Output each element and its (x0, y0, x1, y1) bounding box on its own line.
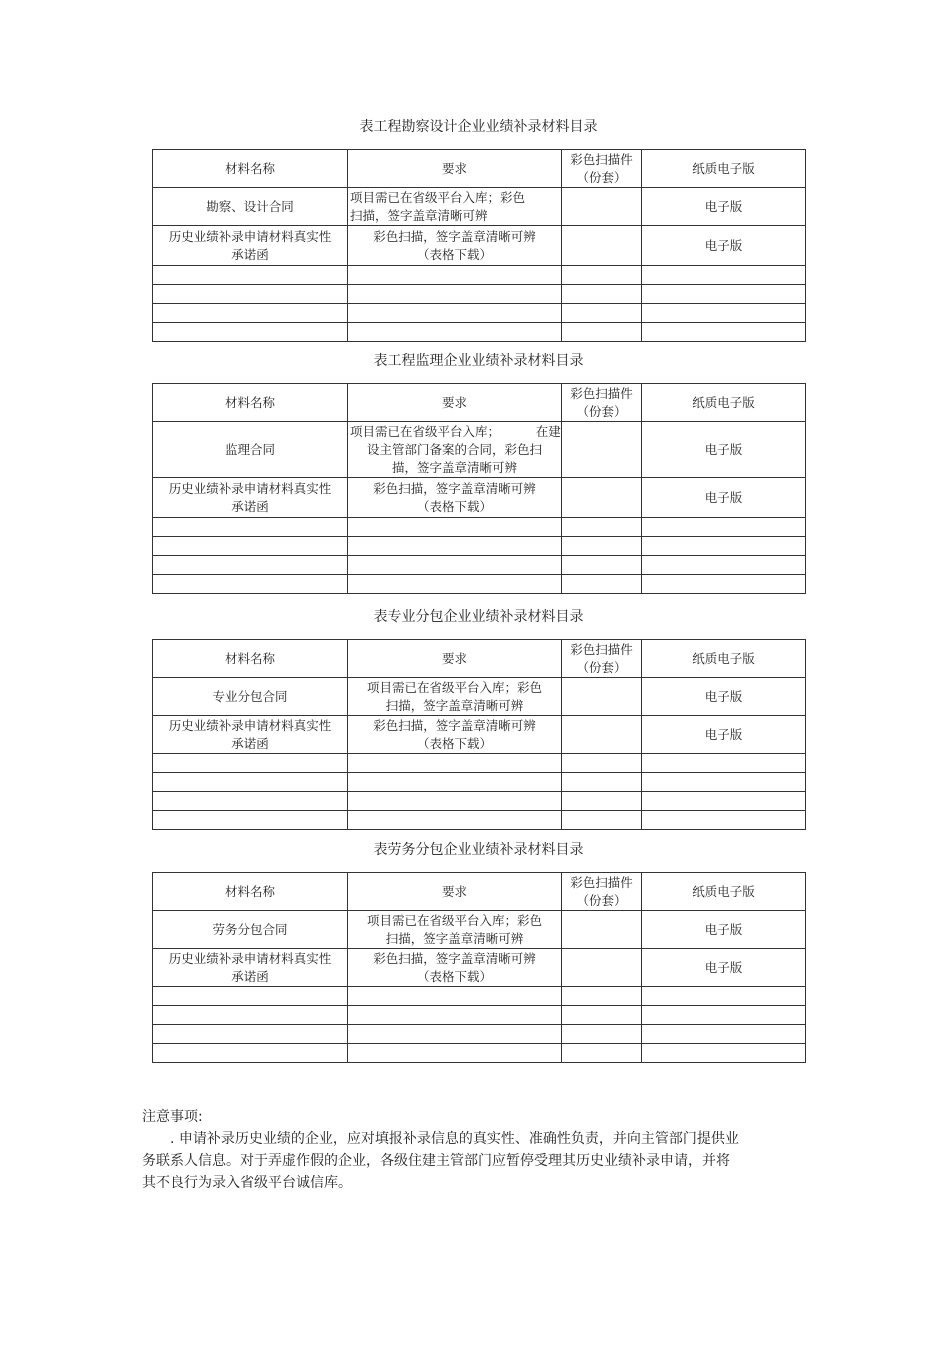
header-paper: 纸质电子版 (642, 640, 806, 678)
scan-count (562, 188, 642, 226)
notes-paragraph: . 申请补录历史业绩的企业，应对填报补录信息的真实性、准确性负责，并向主管部门提供业务联系人信息。对于弄虚作假的企业，各级住建主管部门应暂停受理其历史业绩补录申请，并将其不良行为录入省级平台诚信库。 (142, 1131, 739, 1191)
table-title: 表工程勘察设计企业业绩补录材料目录 (359, 119, 598, 135)
header-name: 材料名称 (153, 150, 348, 188)
empty-row (153, 304, 806, 323)
scan-count (562, 226, 642, 266)
material-requirement: 彩色扫描，签字盖章清晰可辨 （表格下载） (348, 949, 562, 987)
table-row (153, 716, 806, 754)
table-row (153, 478, 806, 518)
empty-row (153, 1006, 806, 1025)
header-paper: 纸质电子版 (642, 873, 806, 911)
empty-row (153, 792, 806, 811)
header-row (153, 873, 806, 911)
paper-format: 电子版 (642, 422, 806, 478)
header-row (153, 640, 806, 678)
paper-format: 电子版 (642, 478, 806, 518)
empty-row (153, 285, 806, 304)
header-paper: 纸质电子版 (642, 384, 806, 422)
empty-row (153, 518, 806, 537)
materials-table (152, 639, 806, 830)
material-requirement: 项目需已在省级平台入库；彩色 扫描，签字盖章清晰可辨 (348, 188, 562, 226)
empty-row (153, 266, 806, 285)
empty-row (153, 773, 806, 792)
material-name: 监理合同 (153, 422, 348, 478)
table-row (153, 678, 806, 716)
paper-format: 电子版 (642, 716, 806, 754)
scan-count (562, 716, 642, 754)
materials-table (152, 149, 806, 342)
header-paper: 纸质电子版 (642, 150, 806, 188)
scan-count (562, 678, 642, 716)
paper-format: 电子版 (642, 678, 806, 716)
empty-row (153, 556, 806, 575)
header-scan: 彩色扫描件 （份套） (562, 640, 642, 678)
materials-table (152, 383, 806, 594)
material-requirement: 彩色扫描，签字盖章清晰可辨 （表格下载） (348, 226, 562, 266)
paper-format: 电子版 (642, 949, 806, 987)
paper-format: 电子版 (642, 911, 806, 949)
table-row (153, 226, 806, 266)
header-name: 材料名称 (153, 384, 348, 422)
material-requirement: 彩色扫描，签字盖章清晰可辨 （表格下载） (348, 716, 562, 754)
material-name: 历史业绩补录申请材料真实性 承诺函 (153, 949, 348, 987)
material-name: 历史业绩补录申请材料真实性 承诺函 (153, 226, 348, 266)
empty-row (153, 811, 806, 830)
paper-format: 电子版 (642, 226, 806, 266)
material-name: 历史业绩补录申请材料真实性 承诺函 (153, 716, 348, 754)
notes-section (142, 1106, 742, 1194)
material-name: 历史业绩补录申请材料真实性 承诺函 (153, 478, 348, 518)
table-row (153, 422, 806, 478)
notes-heading: 注意事项: (142, 1109, 203, 1125)
empty-row (153, 323, 806, 342)
table-row (153, 188, 806, 226)
empty-row (153, 987, 806, 1006)
header-name: 材料名称 (153, 873, 348, 911)
header-scan: 彩色扫描件 （份套） (562, 384, 642, 422)
table-row (153, 911, 806, 949)
material-requirement: 项目需已在省级平台入库；彩色 扫描，签字盖章清晰可辨 (348, 678, 562, 716)
empty-row (153, 537, 806, 556)
scan-count (562, 422, 642, 478)
material-name: 勘察、设计合同 (153, 188, 348, 226)
header-scan: 彩色扫描件 （份套） (562, 873, 642, 911)
material-requirement: 项目需已在省级平台入库；彩色 扫描，签字盖章清晰可辨 (348, 911, 562, 949)
header-requirement: 要求 (348, 640, 562, 678)
empty-row (153, 575, 806, 594)
empty-row (153, 1025, 806, 1044)
empty-row (153, 1044, 806, 1063)
materials-table (152, 872, 806, 1063)
scan-count (562, 949, 642, 987)
material-name: 专业分包合同 (153, 678, 348, 716)
table-row (153, 949, 806, 987)
header-row (153, 384, 806, 422)
material-requirement: 彩色扫描，签字盖章清晰可辨 （表格下载） (348, 478, 562, 518)
header-row (153, 150, 806, 188)
scan-count (562, 911, 642, 949)
table-title: 表劳务分包企业业绩补录材料目录 (373, 842, 584, 858)
table-title: 表专业分包企业业绩补录材料目录 (373, 609, 584, 625)
material-requirement: 项目需已在省级平台入库； 在建 设主管部门备案的合同，彩色扫 描，签字盖章清晰可辨 (348, 422, 562, 478)
header-scan: 彩色扫描件 （份套） (562, 150, 642, 188)
header-requirement: 要求 (348, 150, 562, 188)
empty-row (153, 754, 806, 773)
header-requirement: 要求 (348, 873, 562, 911)
scan-count (562, 478, 642, 518)
header-name: 材料名称 (153, 640, 348, 678)
table-title: 表工程监理企业业绩补录材料目录 (373, 353, 584, 369)
material-name: 劳务分包合同 (153, 911, 348, 949)
header-requirement: 要求 (348, 384, 562, 422)
paper-format: 电子版 (642, 188, 806, 226)
